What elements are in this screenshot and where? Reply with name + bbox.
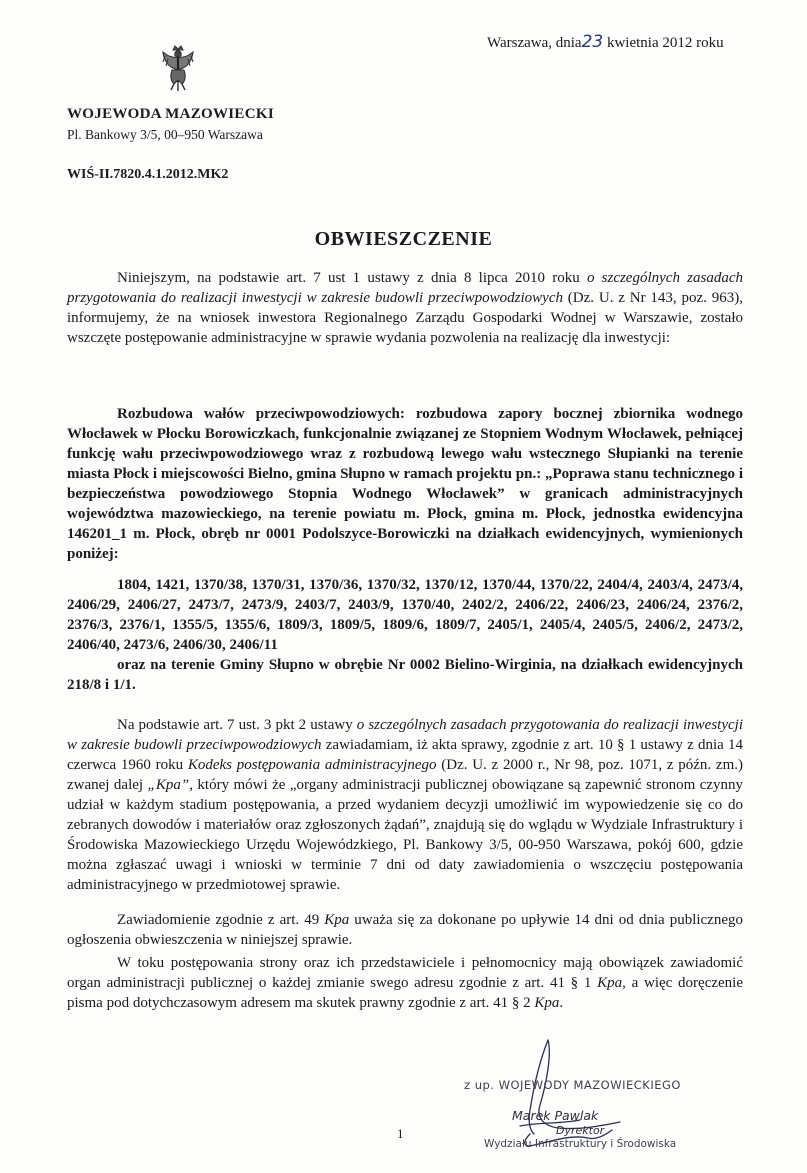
italic-run: o szczególnych zasadach przygotowania do realizacji inwestycji w zakresie budowli przeciwpowodziowych bbox=[67, 270, 743, 306]
text-run: uważa się za dokonane po upływie 14 dni od dnia publicznego ogłoszenia obwieszczenia w niniejszej sprawie. bbox=[67, 912, 743, 948]
text-run: . bbox=[559, 995, 564, 1011]
italic-run: Kpa bbox=[597, 975, 623, 991]
document-title: OBWIESZCZENIE bbox=[314, 228, 493, 250]
stamp-authorization: z up. WOJEWODY MAZOWIECKIEGO bbox=[464, 1078, 681, 1092]
text-run: Na podstawie art. 7 ust. 3 pkt 2 ustawy bbox=[117, 717, 357, 733]
italic-run: „Kpa” bbox=[147, 777, 190, 793]
italic-run: Kpa bbox=[324, 912, 350, 928]
page-number: 1 bbox=[397, 1126, 404, 1141]
signer-name: Marek Pawlak bbox=[512, 1108, 599, 1123]
paragraph-parcels: 1804, 1421, 1370/38, 1370/31, 1370/36, 1370/32, 1370/12, 1370/44, 1370/22, 2404/4, 2403/4, 2473/4, 2406/29, 2406/27, 2473/7, 2473/9, 2403/7, 2403/9, 1370/40, 2402/2, 2406/22, 2406/23, 2406/24, 2376/2, 2376/3, 2376/1, 1355/5, 1355/6, 1809/3, 1809/5, 1809/6, 1809/7, 2405/1, 2405/4, 2405/5, 2406/2, 2473/2, 2406/40, 2473/6, 2406/30, 2406/11 bbox=[67, 577, 743, 653]
text-run: zawiadamiam, iż akta sprawy, zgodnie z art. 10 § 1 ustawy z dnia 14 czerwca 1960 roku bbox=[67, 737, 744, 773]
place-date-prefix: Warszawa, dnia bbox=[487, 35, 582, 51]
issuer-address: Pl. Bankowy 3/5, 00–950 Warszawa bbox=[67, 127, 263, 142]
signer-department: Wydziału Infrastruktury i Środowiska bbox=[484, 1138, 677, 1150]
issuer-name: WOJEWODA MAZOWIECKI bbox=[67, 106, 274, 122]
text-run: Niniejszym, na podstawie art. 7 ust 1 ustawy z dnia 8 lipca 2010 roku bbox=[117, 270, 587, 286]
polish-eagle-emblem-icon bbox=[160, 44, 196, 94]
paragraph-investment: Rozbudowa wałów przeciwpowodziowych: rozbudowa zapory bocznej zbiornika wodnego Włocławek w Płocku Borowiczkach, funkcjonalnie związanej ze Stopniem Wodnym Włocławek, pełniącej funkcję wału przeciwpowodziowego wraz z rozbudową lewego wału wstecznego Słupianki na terenie miasta Płock i miejscowości Bielno, gmina Słupno w ramach projektu pn.: „Poprawa stanu technicznego i bezpieczeństwa powodziowego Stopnia Wodnego Włocławek” w granicach administracyjnych województwa mazowieckiego, na terenie powiatu m. Płock, gmina m. Płock, jednostka ewidencyjna 146201_1 m. Płock, obręb nr 0001 Podolszyce-Borowiczki na działkach ewidencyjnych, wymienionych poniżej: bbox=[67, 406, 743, 562]
paragraph-slupno: oraz na terenie Gminy Słupno w obrębie Nr 0002 Bielino-Wirginia, na działkach ewidencyjnych 218/8 i 1/1. bbox=[67, 657, 743, 693]
paragraph-intro bbox=[67, 268, 743, 348]
handwritten-day: 23 bbox=[581, 32, 604, 52]
case-reference: WIŚ-II.7820.4.1.2012.MK2 bbox=[67, 167, 229, 182]
italic-run: Kpa bbox=[534, 995, 560, 1011]
text-run: Zawiadomienie zgodnie z art. 49 bbox=[117, 912, 325, 928]
place-date-suffix: kwietnia 2012 roku bbox=[603, 35, 724, 51]
paragraph-address-change bbox=[67, 953, 743, 1013]
text-run: (Dz. U. z 2000 r., Nr 98, poz. 1071, z późn. zm.) zwanej dalej bbox=[67, 757, 743, 793]
italic-run: o szczególnych zasadach przygotowania do realizacji inwestycji w zakresie budowli przeciwpowodziowych bbox=[67, 717, 743, 753]
text-run: , który mówi że „organy administracji publicznej obowiązane są zapewnić stronom czynny udział w każdym stadium postępowania, a przed wydaniem decyzji umożliwić im wypowiedzenie się co do zebranych dowodów i materiałów oraz zgłoszonych żądań”, znajdują się do wglądu w Wydziale Infrastruktury i Środowiska Mazowieckiego Urzędu Wojewódzkiego, Pl. Bankowy 3/5, 00-950 Warszawa, pokój 600, gdzie można zgłaszać uwagi i wnioski w terminie 7 dni od daty zawiadomienia o wszczęciu postępowania administracyjnego w przedmiotowej sprawie. bbox=[67, 777, 744, 893]
paragraph-effective bbox=[67, 910, 743, 950]
place-date-line bbox=[487, 32, 724, 52]
paragraph-notice bbox=[67, 715, 743, 895]
text-run: W toku postępowania strony oraz ich przedstawiciele i pełnomocnicy mają obowiązek zawiadomić organ administracji publicznej o każdej zmianie swego adresu zgodnie z art. 41 § 1 bbox=[67, 955, 743, 991]
text-run: (Dz. U. z Nr 143, poz. 963), informujemy, że na wniosek inwestora Regionalnego Zarządu Gospodarki Wodnej w Warszawie, zostało wszczęte postępowanie administracyjne w sprawie wydania pozwolenia na realizację dla inwestycji: bbox=[67, 290, 743, 346]
text-run: , a więc doręczenie pisma pod dotychczasowym adresem ma skutek prawny zgodnie z art. 41 § 2 bbox=[67, 975, 743, 1011]
signer-role: Dyrektor bbox=[556, 1124, 605, 1137]
italic-run: Kodeks postępowania administracyjnego bbox=[187, 757, 437, 773]
